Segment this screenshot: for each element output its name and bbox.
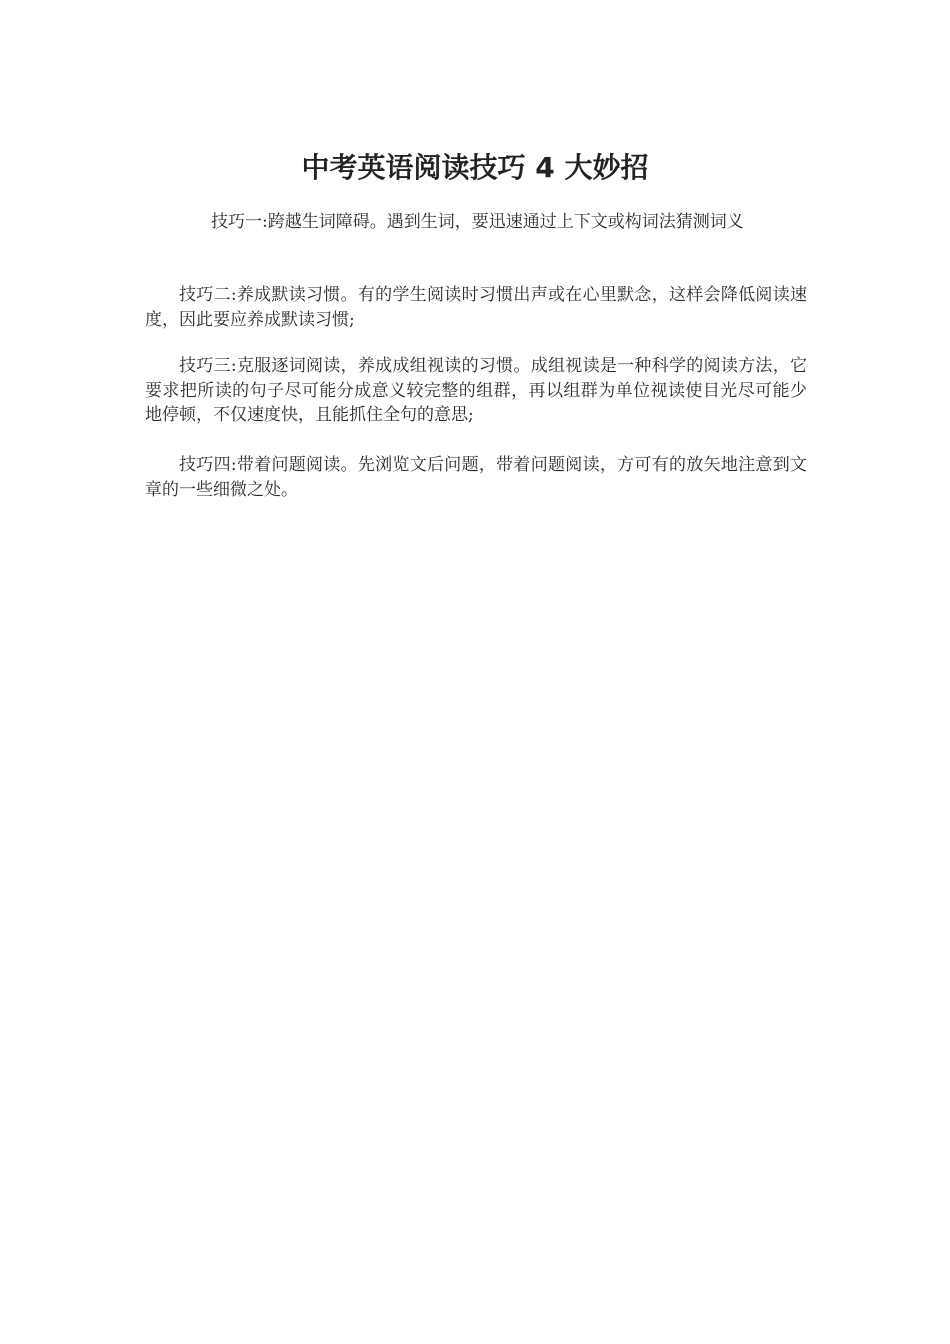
paragraph-tip-2: 技巧二:养成默读习惯。有的学生阅读时习惯出声或在心里默念，这样会降低阅读速度，因此要应养成默读习惯; xyxy=(145,285,807,330)
paragraph-tip-4: 技巧四:带着问题阅读。先浏览文后问题，带着问题阅读，方可有的放矢地注意到文章的一些细微之处。 xyxy=(145,455,807,500)
page-title: 中考英语阅读技巧 4 大妙招 xyxy=(301,151,649,184)
paragraph-tip-1: 技巧一:跨越生词障碍。遇到生词，要迅速通过上下文或构词法猜测词义 xyxy=(211,212,744,232)
paragraph-tip-3: 技巧三:克服逐词阅读，养成成组视读的习惯。成组视读是一种科学的阅读方法，它要求把所读的句子尽可能分成意义较完整的组群，再以组群为单位视读使目光尽可能少地停顿，不仅速度快，且能抓住全句的意思; xyxy=(145,356,807,425)
